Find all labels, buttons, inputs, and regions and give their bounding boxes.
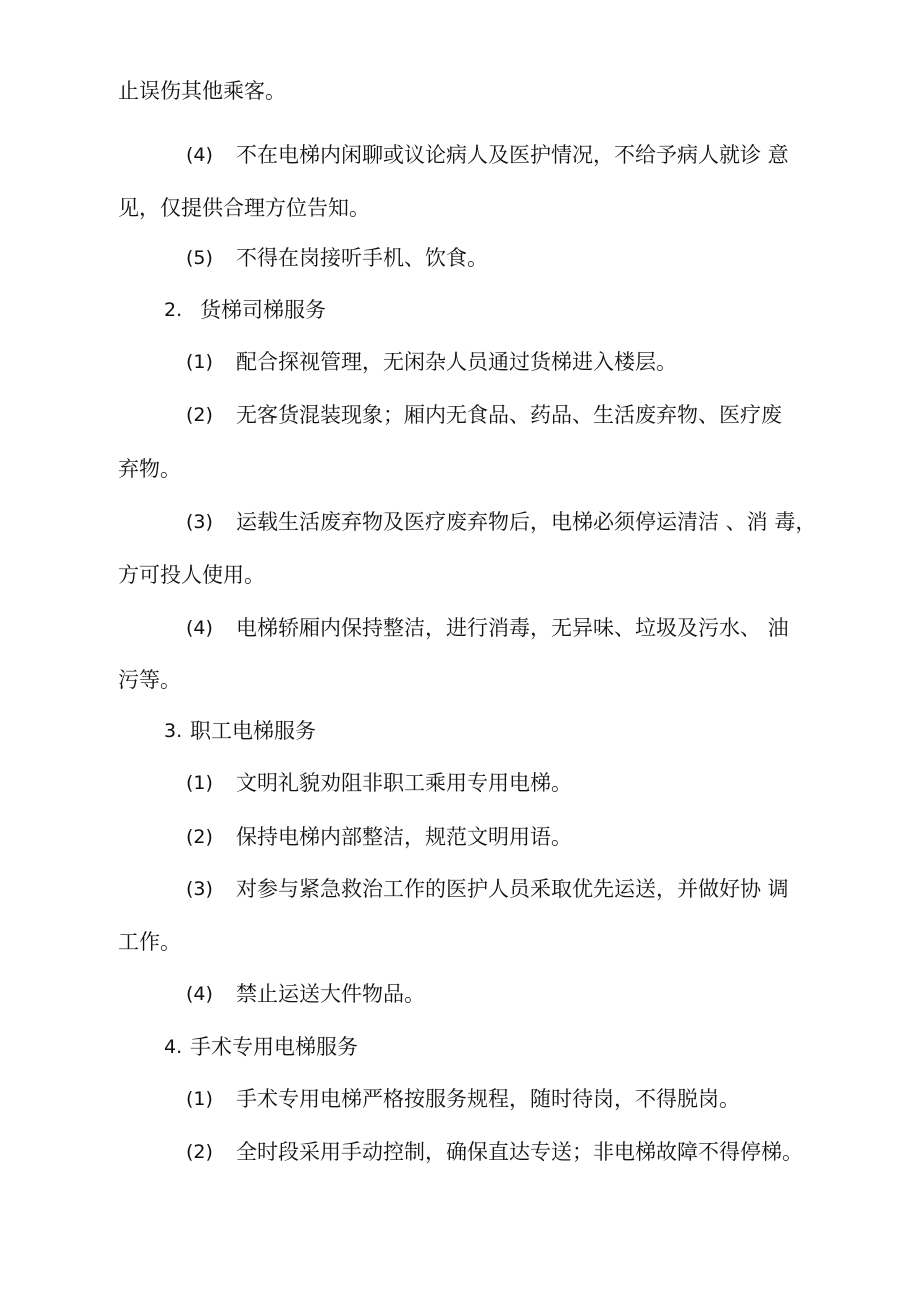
text-line xyxy=(0,663,920,697)
item-number: (4) xyxy=(186,144,213,166)
line-text: 不得在岗接听手机、饮食。 xyxy=(236,246,488,270)
section-number: 2. xyxy=(164,299,183,321)
text-line xyxy=(0,241,920,275)
text-line xyxy=(0,766,920,800)
line-text: 弃物。 xyxy=(118,457,181,481)
text-line xyxy=(0,714,920,748)
item-number: (1) xyxy=(186,772,213,794)
text-line xyxy=(0,1135,920,1169)
item-number: (4) xyxy=(186,617,213,639)
item-number: (2) xyxy=(186,404,213,426)
item-number: (2) xyxy=(186,1141,213,1163)
text-line xyxy=(0,1082,920,1116)
text-line xyxy=(0,1030,920,1064)
text-line xyxy=(0,505,920,539)
text-line xyxy=(0,452,920,486)
text-line xyxy=(0,611,920,645)
item-number: (1) xyxy=(186,351,213,373)
line-text: 方可投人使用。 xyxy=(118,563,265,587)
text-line xyxy=(0,191,920,225)
section-heading: 职工电梯服务 xyxy=(190,719,316,743)
item-number: (1) xyxy=(186,1088,213,1110)
section-heading: 手术专用电梯服务 xyxy=(190,1035,358,1059)
section-number: 3. xyxy=(164,720,183,742)
text-line xyxy=(0,872,920,906)
line-text: 禁止运送大件物品。 xyxy=(236,982,425,1006)
line-text: 全时段采用手动控制，确保直达专送；非电梯故障不得停梯。 xyxy=(236,1140,803,1164)
text-line xyxy=(0,138,920,172)
text-line xyxy=(0,820,920,854)
line-text: 不在电梯内闲聊或议论病人及医护情况，不给予病人就诊 意 xyxy=(236,143,789,167)
line-text: 止误伤其他乘客。 xyxy=(118,79,286,103)
line-text: 工作。 xyxy=(118,930,181,954)
line-text: 文明礼貌劝阻非职工乘用专用电梯。 xyxy=(236,771,572,795)
item-number: (3) xyxy=(186,878,213,900)
line-text: 见，仅提供合理方位告知。 xyxy=(118,196,370,220)
section-heading: 货梯司梯服务 xyxy=(200,298,326,322)
text-line xyxy=(0,345,920,379)
text-line xyxy=(0,398,920,432)
text-line xyxy=(0,74,920,108)
item-number: (5) xyxy=(186,247,213,269)
text-line xyxy=(0,925,920,959)
line-text: 污等。 xyxy=(118,668,181,692)
item-number: (3) xyxy=(186,511,213,533)
line-text: 运载生活废弃物及医疗废弃物后，电梯必须停运清洁 、消 毒， xyxy=(236,510,817,534)
item-number: (2) xyxy=(186,826,213,848)
item-number: (4) xyxy=(186,983,213,1005)
line-text: 对参与紧急救治工作的医护人员釆取优先运送，并做好协 调 xyxy=(236,877,789,901)
text-line xyxy=(0,293,920,327)
text-line xyxy=(0,558,920,592)
line-text: 无客货混装现象；厢内无食品、药品、生活废弃物、医疗废 xyxy=(236,403,782,427)
line-text: 配合探视管理，无闲杂人员通过货梯进入楼层。 xyxy=(236,350,677,374)
line-text: 手术专用电梯严格按服务规程，随时待岗，不得脱岗。 xyxy=(236,1087,740,1111)
line-text: 保持电梯内部整洁，规范文明用语。 xyxy=(236,825,572,849)
line-text: 电梯轿厢内保持整洁，进行消毒，无异味、垃圾及污水、 油 xyxy=(236,616,789,640)
section-number: 4. xyxy=(164,1036,183,1058)
text-line xyxy=(0,977,920,1011)
